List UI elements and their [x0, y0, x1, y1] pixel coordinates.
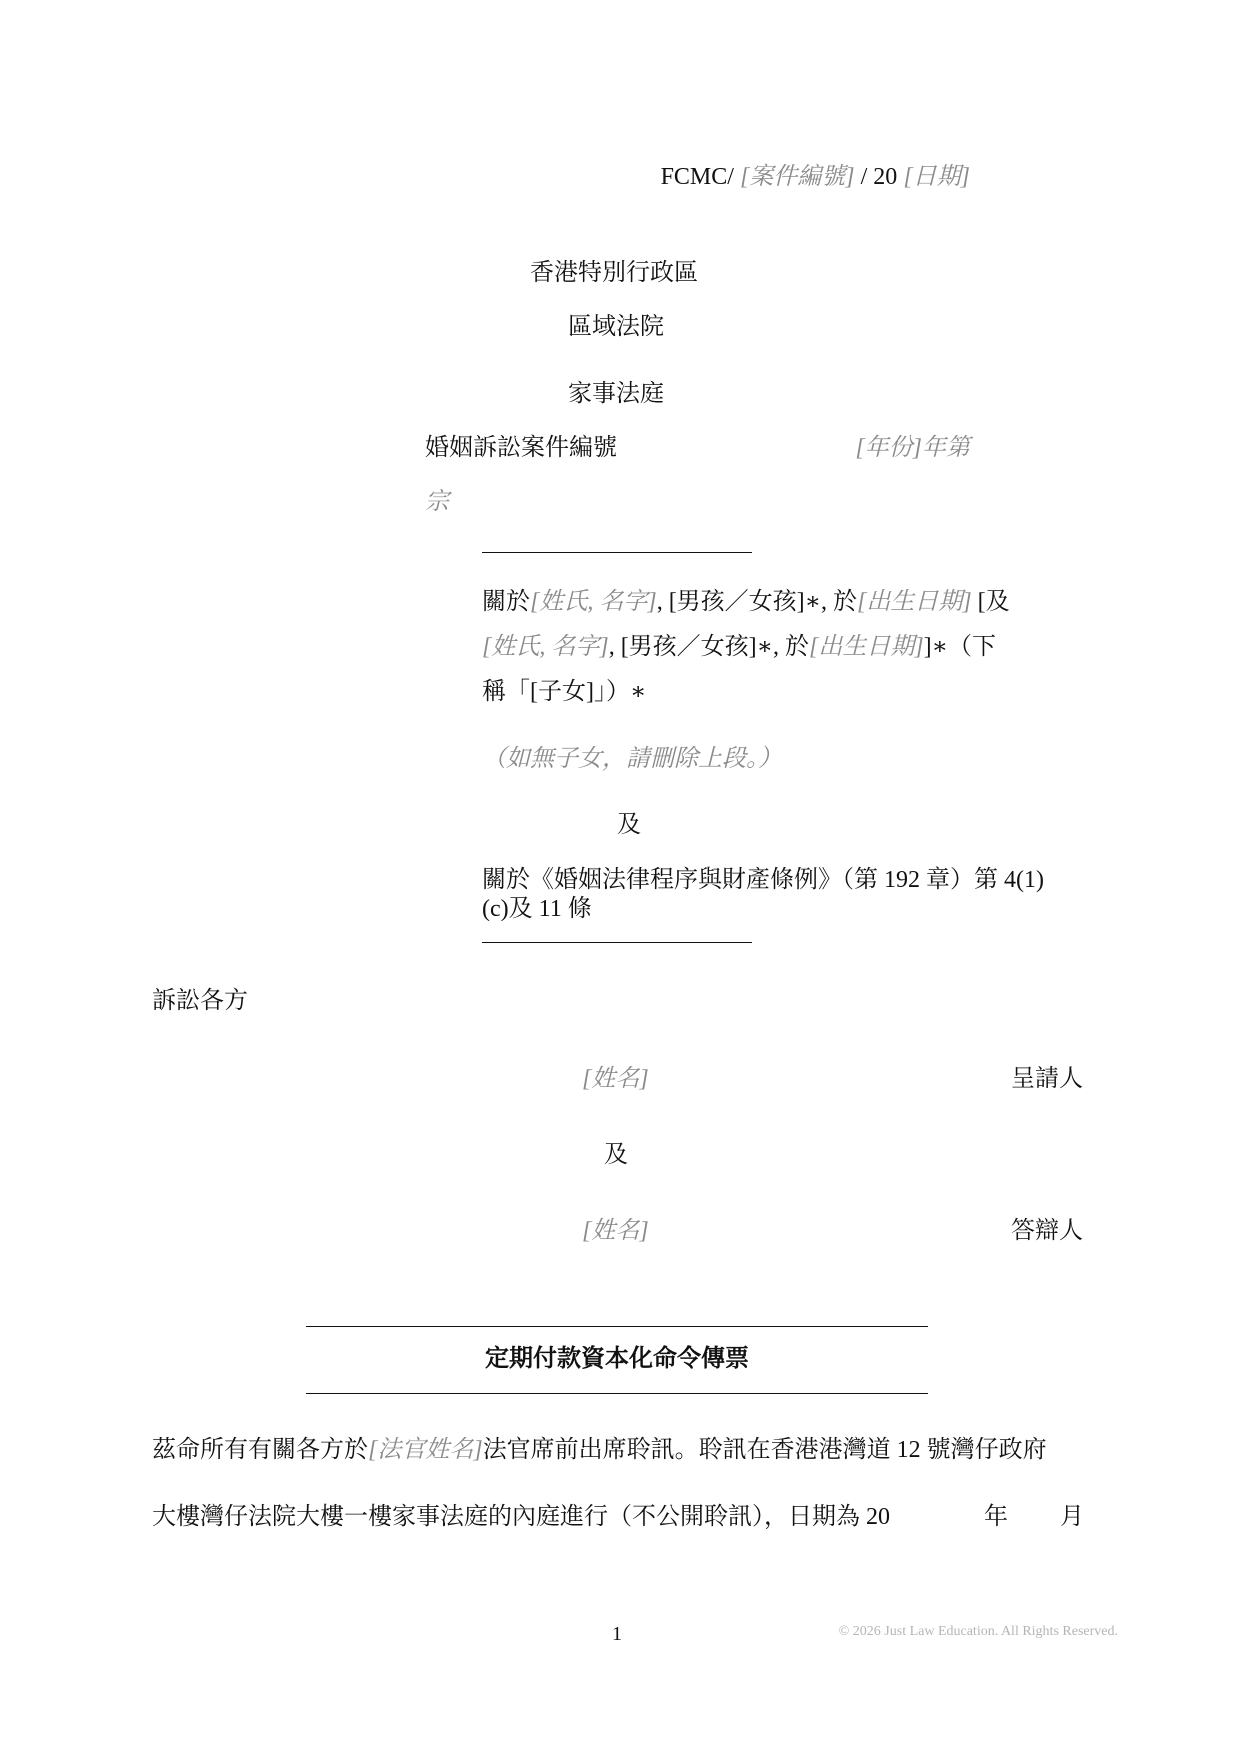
parties-and: 及: [604, 1142, 628, 1168]
document-title: 定期付款資本化命令傳票: [485, 1346, 749, 1372]
body-month-label: 月: [1060, 1504, 1084, 1530]
ordinance-line-2: (c)及 11 條: [482, 896, 592, 922]
petitioner-name-placeholder: [姓名]: [582, 1066, 649, 1092]
body-text: 茲命所有有關各方於: [152, 1437, 368, 1463]
year-suffix: 年第: [922, 435, 970, 461]
name-placeholder: [姓氏, 名字]: [530, 589, 657, 615]
court-district: 區域法院: [568, 314, 664, 340]
title-top-rule: [306, 1326, 928, 1327]
case-number-placeholder: [案件編號]: [739, 164, 855, 190]
case-prefix: FCMC/: [660, 164, 734, 190]
matter-line-2: [482, 633, 996, 662]
divider-line: [482, 942, 752, 943]
dob-placeholder: [出生日期]: [856, 589, 972, 615]
copyright-notice: © 2026 Just Law Education. All Rights Reserved.: [838, 1624, 1118, 1639]
divider-line: [482, 552, 752, 553]
dob-placeholder: [出生日期]: [808, 634, 924, 660]
matter-text: 關於: [482, 589, 530, 615]
page-number: 1: [612, 1623, 622, 1645]
parties-heading: 訴訟各方: [152, 988, 248, 1014]
date-placeholder: [日期]: [903, 164, 970, 190]
ordinance-line-1: 關於《婚姻法律程序與財產條例》（第 192 章）第 4(1): [482, 867, 1044, 893]
court-family: 家事法庭: [568, 381, 664, 407]
judge-name-placeholder: [法官姓名]: [368, 1437, 483, 1463]
court-region: 香港特別行政區: [530, 260, 698, 286]
body-line-2: [152, 1503, 890, 1532]
case-separator: / 20: [860, 164, 898, 190]
matter-line-3: 稱「[子女]」）∗: [482, 679, 647, 705]
respondent-name-placeholder: [姓名]: [582, 1218, 649, 1244]
case-reference: [661, 163, 970, 192]
petitioner-role: 呈請人: [1011, 1066, 1083, 1092]
matter-and: 及: [617, 812, 641, 838]
matter-text: ]∗（下: [923, 634, 996, 660]
body-line-1: [152, 1436, 1047, 1465]
respondent-role: 答辯人: [1011, 1218, 1083, 1244]
body-text: 大樓灣仔法院大樓一樓家事法庭的內庭進行（不公開聆訊），日期為 20: [152, 1504, 890, 1530]
title-bottom-rule: [306, 1393, 928, 1394]
case-number-label: 婚姻訴訟案件編號: [425, 435, 617, 461]
case-number-item: 宗: [425, 489, 449, 515]
body-year-label: 年: [984, 1504, 1008, 1530]
case-number-year: [855, 434, 970, 463]
delete-note: （如無子女，請刪除上段。）: [482, 746, 782, 772]
matter-line-1: [482, 588, 1010, 617]
year-placeholder: [年份]: [855, 435, 922, 461]
matter-text: , [男孩／女孩]∗, 於: [608, 634, 809, 660]
name-placeholder: [姓氏, 名字]: [482, 634, 609, 660]
matter-text: [及: [971, 589, 1010, 615]
matter-text: , [男孩／女孩]∗, 於: [656, 589, 857, 615]
body-text: 法官席前出席聆訊。聆訊在香港港灣道 12 號灣仔政府: [482, 1437, 1047, 1463]
